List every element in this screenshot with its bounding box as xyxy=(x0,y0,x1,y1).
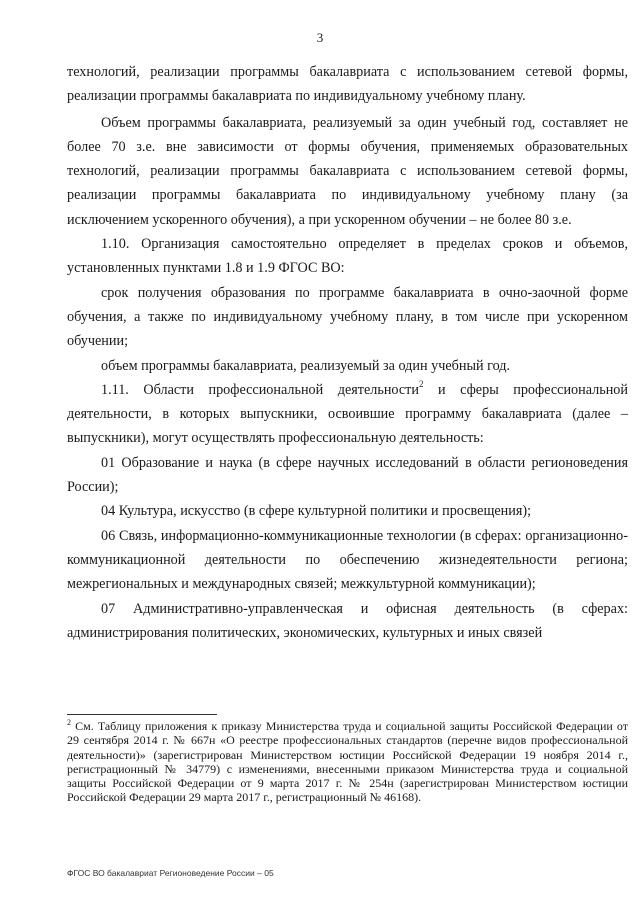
footnote-text: См. Таблицу приложения к приказу Министерства труда и социальной защиты Российской Федерации от 29 сентября 2014 г. № 667н «О реестре профессиональных стандартов (перечне видов профессиональной деятельности)» (зарегистрирован Министерством юстиции Российской Федерации 19 ноября 2014 г., регистрационный № 34779) с изменениями, внесенными приказом Министерства труда и социальной защиты Российской Федерации от 9 марта 2017 г. № 254н (зарегистрирован Министерством юстиции Российской Федерации 29 марта 2017 г., регистрационный № 46168). xyxy=(67,719,628,805)
paragraph-term: срок получения образования по программе бакалавриата в очно-заочной форме обучения, а также по индивидуальному учебному плану, в том числе при ускоренном обучении; xyxy=(67,284,628,350)
paragraph-1-11-rest: и сферы профессиональной деятельности, в которых выпускники, освоившие программу бакалавриата (далее – выпускники), могут осуществлять профессиональную деятельность: xyxy=(67,381,628,447)
paragraph-1-11-start: 1.11. Области профессиональной деятельности xyxy=(101,381,419,398)
page-number: 3 xyxy=(316,30,324,45)
area-01-education: 01 Образование и наука (в сфере научных исследований в области регионоведения России); xyxy=(67,454,628,496)
paragraph-1-11 xyxy=(67,378,628,451)
footnote xyxy=(67,719,628,805)
area-04-culture: 04 Культура, искусство (в сфере культурной политики и просвещения); xyxy=(101,503,532,520)
paragraph-annual-volume: Объем программы бакалавриата, реализуемый за один учебный год, составляет не более 70 з.е. вне зависимости от формы обучения, применяемых образовательных технологий, реализации программы бакалавриата с использованием сетевой формы, реализации программы бакалавриата по индивидуальному учебному плану (за исключением ускоренного обучения), а при ускоренном обучении – не более 80 з.е. xyxy=(67,114,628,228)
footnote-marker: 2 xyxy=(67,718,71,727)
footnote-divider xyxy=(67,714,217,715)
paragraph-volume: объем программы бакалавриата, реализуемый за один учебный год. xyxy=(101,357,511,374)
area-07-administration: 07 Административно-управленческая и офисная деятельность (в сферах: администрирования политических, экономических, культурных и иных связей xyxy=(67,600,628,641)
footnote-reference: 2 xyxy=(418,379,424,390)
document-footer: ФГОС ВО бакалавриат Регионоведение России – 05 xyxy=(67,868,274,878)
paragraph-1-10: 1.10. Организация самостоятельно определяет в пределах сроков и объемов, установленных пунктами 1.8 и 1.9 ФГОС ВО: xyxy=(67,236,628,277)
document-body xyxy=(67,60,628,645)
area-06-communication: 06 Связь, информационно-коммуникационные технологии (в сферах: организационно-коммуникационной деятельности по обеспечению жизнедеятельности региона; межрегиональных и международных связей; межкультурной коммуникации); xyxy=(67,527,628,593)
paragraph-continuation: технологий, реализации программы бакалавриата с использованием сетевой формы, реализации программы бакалавриата по индивидуальному учебному плану. xyxy=(67,64,628,105)
